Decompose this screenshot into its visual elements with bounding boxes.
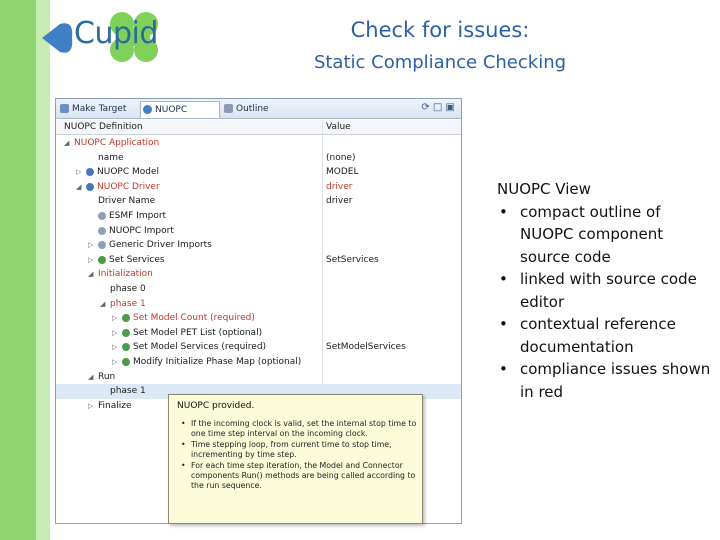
tree-row-label: NUOPC Model bbox=[97, 167, 159, 178]
expand-toggle-icon[interactable]: ◢ bbox=[64, 139, 70, 147]
tab-label: Outline bbox=[236, 104, 269, 114]
tree-row[interactable] bbox=[56, 180, 461, 195]
tree-row[interactable] bbox=[56, 297, 461, 312]
tree-row-label: NUOPC Driver bbox=[97, 181, 160, 192]
tree-row-value: driver bbox=[326, 196, 353, 207]
tree-row[interactable] bbox=[56, 209, 461, 224]
column-value[interactable]: Value bbox=[326, 122, 351, 132]
reference-tooltip bbox=[168, 394, 423, 524]
expand-toggle-icon[interactable]: ◢ bbox=[100, 299, 106, 308]
tree-row[interactable] bbox=[56, 282, 461, 297]
expand-toggle-icon[interactable]: ▷ bbox=[88, 401, 94, 410]
expand-toggle-icon[interactable]: ◢ bbox=[88, 270, 94, 279]
tree-row-label: name bbox=[98, 152, 124, 163]
tree-row[interactable] bbox=[56, 238, 461, 253]
import-icon bbox=[98, 227, 106, 235]
gear-icon bbox=[86, 168, 94, 176]
method-icon bbox=[122, 358, 130, 366]
tree-row-label: Initialization bbox=[98, 269, 153, 280]
method-icon bbox=[122, 314, 130, 322]
tree-row-label: phase 0 bbox=[110, 284, 146, 294]
tree-row-label: Set Services bbox=[109, 254, 165, 265]
tab-label: NUOPC bbox=[155, 105, 188, 115]
tree-row[interactable] bbox=[56, 136, 461, 151]
tree-row[interactable] bbox=[56, 311, 461, 326]
tree-row-label: Driver Name bbox=[98, 196, 156, 207]
slide-subtitle: Static Compliance Checking bbox=[313, 52, 567, 73]
tab-make-target[interactable] bbox=[58, 101, 138, 118]
view-toolbar[interactable]: ⟳ □ ▣ bbox=[421, 102, 455, 113]
tree-row-label: Set Model Services (required) bbox=[133, 342, 267, 353]
notes-list bbox=[497, 201, 712, 404]
expand-toggle-icon[interactable]: ▷ bbox=[112, 314, 118, 323]
method-icon bbox=[122, 329, 130, 337]
method-icon bbox=[98, 256, 106, 264]
import-icon bbox=[98, 241, 106, 249]
expand-toggle-icon[interactable]: ▷ bbox=[76, 168, 82, 177]
tree-row-label: Set Model PET List (optional) bbox=[133, 327, 263, 338]
tree-row-label: Run bbox=[98, 371, 116, 382]
tree-row-label: Finalize bbox=[98, 400, 132, 411]
tooltip-item: • If the incoming clock is valid, set the internal stop time to one time step interval on the incoming clock. bbox=[179, 419, 417, 439]
tooltip-title: NUOPC provided. bbox=[177, 401, 255, 411]
tooltip-item: • For each time step iteration, the Model and Connector components Run() methods are being called according to the run sequence. bbox=[179, 461, 417, 491]
target-icon bbox=[60, 104, 69, 113]
slide-title: Check for issues: bbox=[350, 18, 530, 42]
tree-row[interactable] bbox=[56, 355, 461, 370]
tree-row-value: MODEL bbox=[326, 167, 359, 178]
tree-row-value: SetModelServices bbox=[326, 342, 406, 353]
notes-bullet: • compliance issues shown in red bbox=[497, 358, 712, 403]
tree-row[interactable] bbox=[56, 267, 461, 282]
expand-toggle-icon[interactable]: ▷ bbox=[112, 343, 118, 352]
left-accent-bar-light bbox=[36, 0, 50, 540]
expand-toggle-icon[interactable]: ▷ bbox=[88, 241, 94, 250]
view-tab-bar bbox=[56, 99, 461, 119]
notes-heading: NUOPC View bbox=[497, 180, 591, 198]
tree-row-label: phase 1 bbox=[110, 298, 146, 309]
tab-outline[interactable] bbox=[222, 101, 282, 118]
notes-bullet: • compact outline of NUOPC component source code bbox=[497, 201, 712, 269]
tree-row-label: NUOPC Application bbox=[74, 138, 160, 148]
notes-bullet: • linked with source code editor bbox=[497, 268, 712, 313]
tree-header bbox=[56, 120, 461, 135]
tree-row[interactable] bbox=[56, 370, 461, 385]
tree-row[interactable] bbox=[56, 151, 461, 166]
tooltip-item: • Time stepping loop, from current time to stop time, incrementing by time step. bbox=[179, 440, 417, 460]
tree-row[interactable] bbox=[56, 165, 461, 180]
tree-row-value: SetServices bbox=[326, 254, 379, 265]
tree-row-value: (none) bbox=[326, 152, 356, 163]
tree-row-label: ESMF Import bbox=[109, 211, 167, 221]
method-icon bbox=[122, 343, 130, 351]
outline-icon bbox=[224, 104, 233, 113]
tree-row-label: Set Model Count (required) bbox=[133, 313, 255, 324]
expand-toggle-icon[interactable]: ◢ bbox=[76, 182, 82, 191]
import-icon bbox=[98, 212, 106, 220]
logo-text: Cupid bbox=[74, 16, 158, 51]
tab-label: Make Target bbox=[72, 104, 127, 114]
column-definition[interactable]: NUOPC Definition bbox=[64, 122, 143, 132]
expand-toggle-icon[interactable]: ◢ bbox=[88, 372, 94, 381]
expand-toggle-icon[interactable]: ▷ bbox=[88, 255, 94, 264]
gear-icon bbox=[86, 183, 94, 191]
tree-row[interactable] bbox=[56, 194, 461, 209]
tree-row[interactable] bbox=[56, 224, 461, 239]
tree-row[interactable] bbox=[56, 340, 461, 355]
tree-row-label: phase 1 bbox=[110, 386, 146, 397]
tree-row-value: driver bbox=[326, 181, 353, 192]
tree-row-label: Generic Driver Imports bbox=[109, 240, 212, 251]
expand-toggle-icon[interactable]: ▷ bbox=[112, 328, 118, 337]
tab-nuopc-view[interactable] bbox=[140, 101, 220, 118]
view-icon bbox=[143, 105, 152, 114]
tree-row[interactable] bbox=[56, 326, 461, 341]
tooltip-list bbox=[179, 419, 417, 492]
notes-bullet: • contextual reference documentation bbox=[497, 313, 712, 358]
notes-panel bbox=[497, 178, 712, 403]
tree-row-label: Modify Initialize Phase Map (optional) bbox=[133, 357, 302, 367]
expand-toggle-icon[interactable]: ▷ bbox=[112, 358, 118, 366]
tree-row-label: NUOPC Import bbox=[109, 225, 174, 236]
left-accent-bar bbox=[0, 0, 36, 540]
tree-row[interactable] bbox=[56, 253, 461, 268]
